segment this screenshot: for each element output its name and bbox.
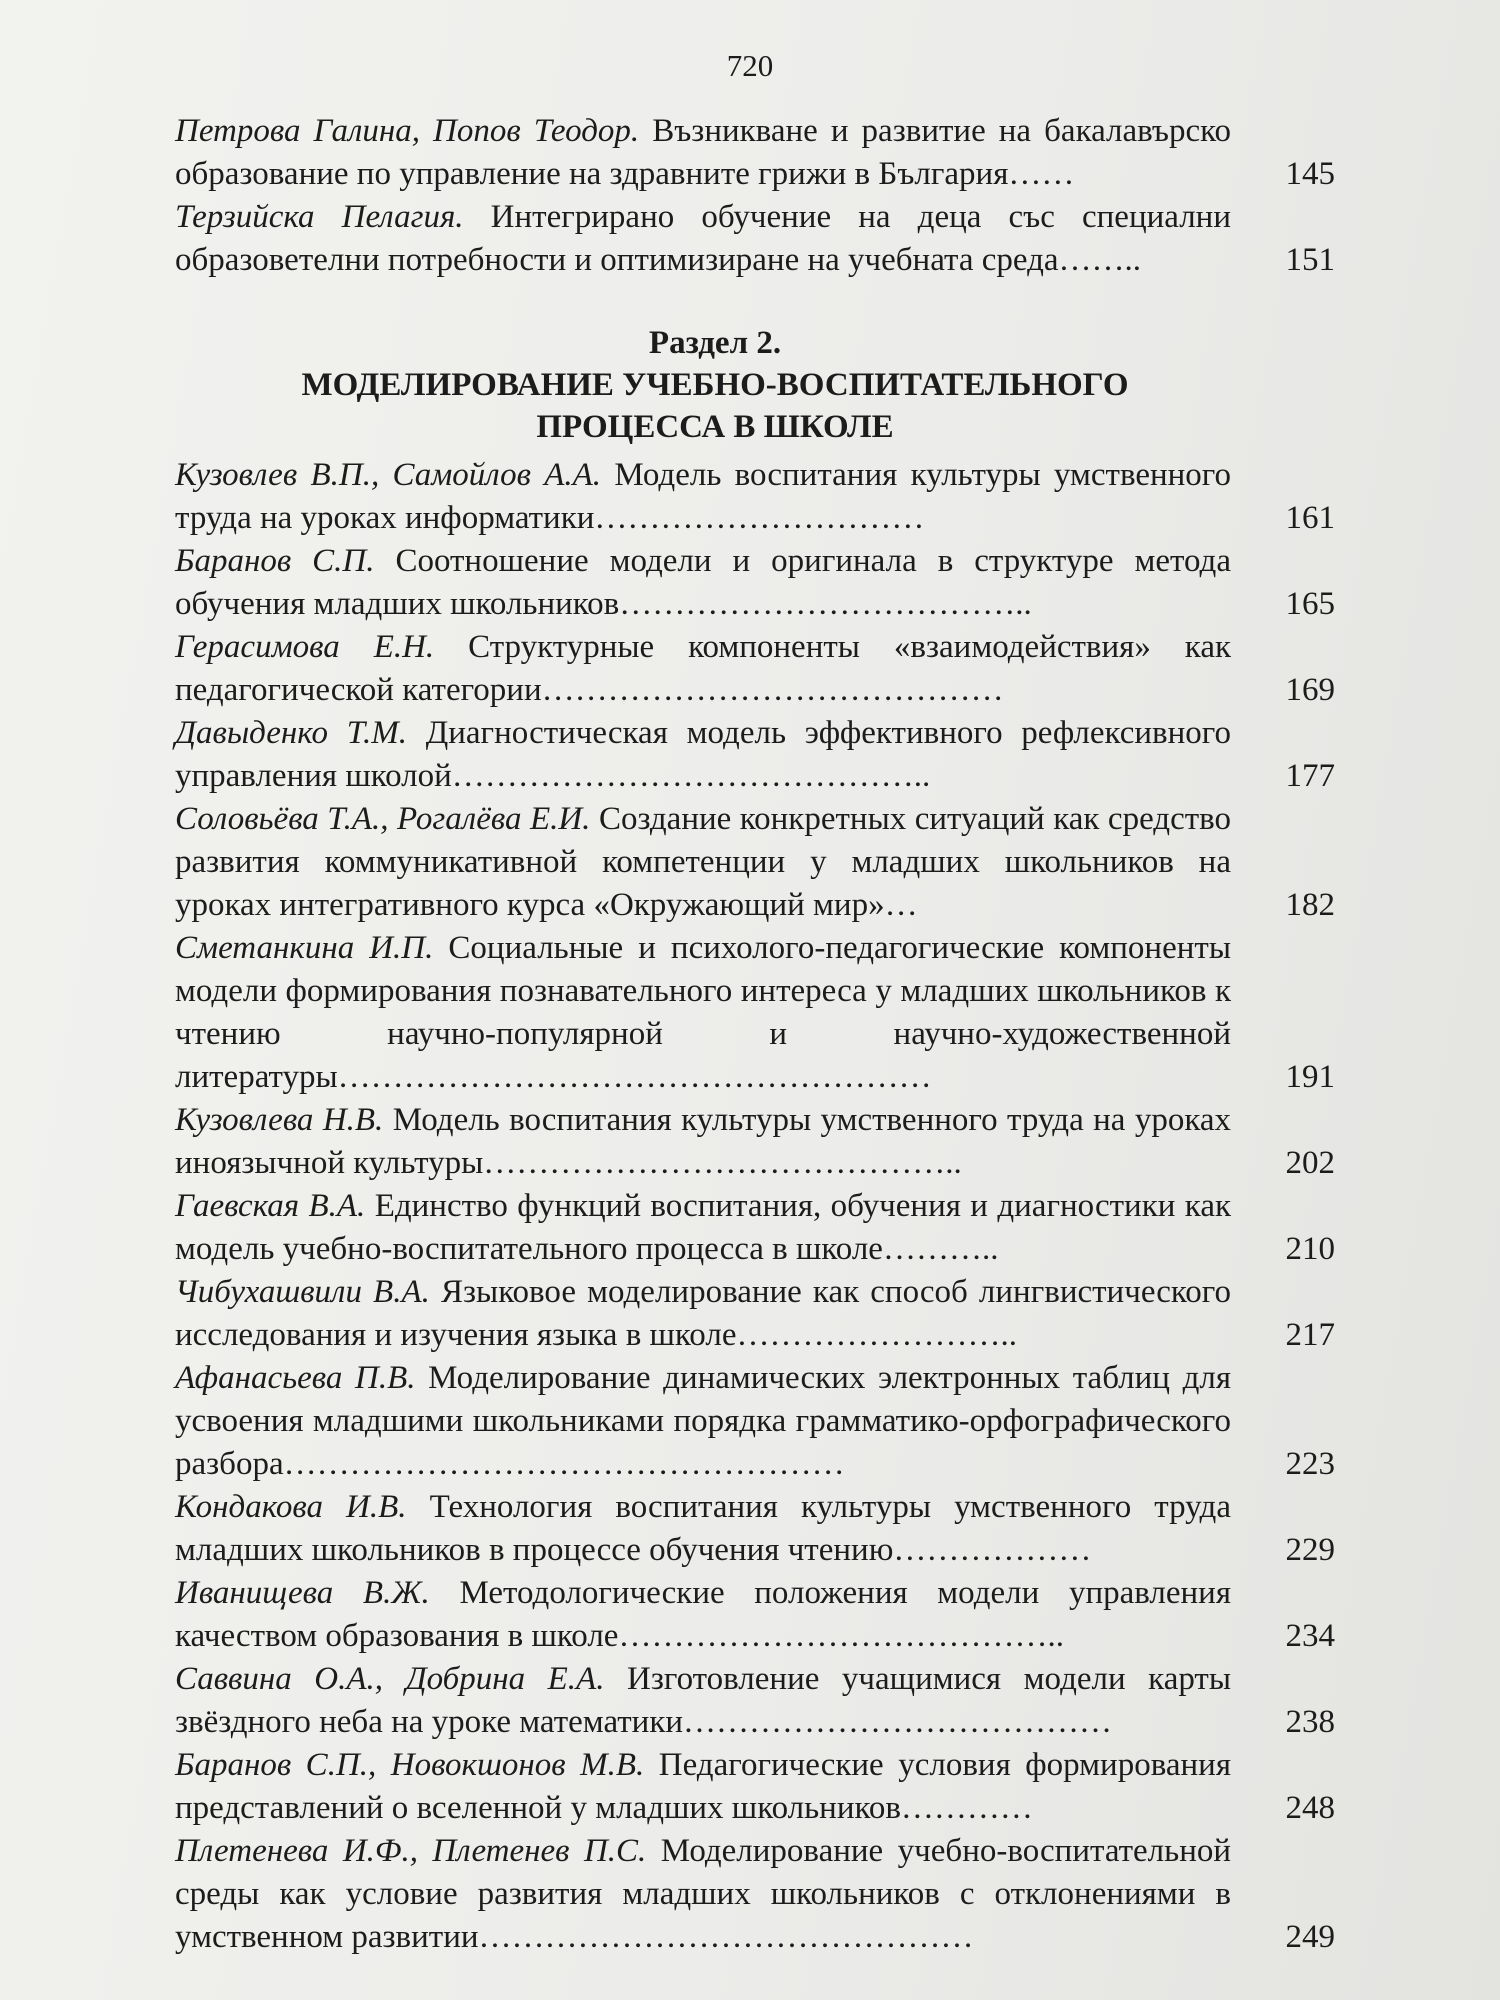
entry-title: Интегрирано обучение на деца със специални образоветелни потребности и оптимизиране на учебната среда…….. xyxy=(175,199,1232,278)
entry-author: Сметанкина И.П. xyxy=(175,930,434,966)
entry-page: 217 xyxy=(1285,1317,1335,1353)
entry-title: Соотношение модели и оригинала в структуре метода обучения младших школьников……………………………….. xyxy=(175,543,1231,622)
entry-text xyxy=(175,927,1231,1099)
entry-author: Плетенева И.Ф., Плетенев П.С. xyxy=(175,1833,647,1869)
entry-title: Создание конкретных ситуаций как средство развития коммуникативной компетенции у младших школьников на уроках интегративного курса «Окружающий мир»… xyxy=(175,801,1231,923)
section-title-line1: МОДЕЛИРОВАНИЕ УЧЕБНО-ВОСПИТАТЕЛЬНОГО xyxy=(301,367,1129,403)
entry-author: Кузовлева Н.В. xyxy=(175,1102,384,1138)
toc-entry xyxy=(175,1271,1335,1357)
entry-author: Давыденко Т.М. xyxy=(175,715,407,751)
toc-entry xyxy=(175,1486,1335,1572)
entry-title: Технология воспитания культуры умственного труда младших школьников в процессе обучения чтению……………… xyxy=(175,1489,1231,1568)
entry-title: Моделирование динамических электронных таблиц для усвоения младшими школьниками порядка грамматико-орфографического разбора…………………………………………… xyxy=(175,1360,1232,1482)
entry-page: 169 xyxy=(1285,672,1335,708)
entry-text xyxy=(175,110,1231,196)
section-label: Раздел 2. xyxy=(648,325,782,361)
entry-author: Кузовлев В.П., Самойлов А.А. xyxy=(175,457,602,493)
entry-title: Методологические положения модели управления качеством образования в школе………………………………….. xyxy=(175,1575,1232,1654)
entry-title: Социальные и психолого-педагогические компоненты модели формирования познавательного интереса у младших школьников к чтению научно-популярной и научно-художественной литературы……………………………………………… xyxy=(175,930,1231,1095)
entry-author: Саввина О.А., Добрина Е.А. xyxy=(175,1661,605,1697)
entry-title: Педагогические условия формирования представлений о вселенной у младших школьников………… xyxy=(175,1747,1232,1826)
toc-entry xyxy=(175,196,1335,282)
entry-author: Кондакова И.В. xyxy=(175,1489,407,1525)
toc-entry xyxy=(175,540,1335,626)
entry-text xyxy=(175,1185,1231,1271)
toc-entry xyxy=(175,798,1335,927)
entry-text xyxy=(175,1744,1231,1830)
entry-author: Терзийска Пелагия. xyxy=(175,199,464,235)
entry-page: 223 xyxy=(1285,1446,1335,1482)
entry-text xyxy=(175,626,1231,712)
entry-page: 182 xyxy=(1285,887,1335,923)
entry-author: Соловьёва Т.А., Рогалёва Е.И. xyxy=(175,801,591,837)
entry-author: Афанасьева П.В. xyxy=(175,1360,416,1396)
entry-page: 202 xyxy=(1285,1145,1335,1181)
entry-text xyxy=(175,1658,1231,1744)
entry-title: Структурные компоненты «взаимодействия» как педагогической категории…………………………………… xyxy=(175,629,1232,708)
entry-text xyxy=(175,454,1231,540)
entry-author: Герасимова Е.Н. xyxy=(175,629,435,665)
toc-entry xyxy=(175,110,1335,196)
entry-author: Петрова Галина, Попов Теодор. xyxy=(175,113,640,149)
entry-text xyxy=(175,540,1231,626)
toc-entry xyxy=(175,454,1335,540)
entry-text xyxy=(175,1271,1231,1357)
entry-text xyxy=(175,712,1231,798)
entry-page: 248 xyxy=(1285,1790,1335,1826)
entry-author: Баранов С.П. xyxy=(175,543,375,579)
toc-entry xyxy=(175,626,1335,712)
entry-title: Моделирование учебно-воспитательной среды как условие развития младших школьников с отклонениями в умственном развитии……………………………………… xyxy=(175,1833,1232,1955)
entry-page: 238 xyxy=(1285,1704,1335,1740)
page-number: 720 xyxy=(726,48,774,83)
entry-text xyxy=(175,1486,1231,1572)
toc-entry xyxy=(175,1185,1335,1271)
entry-page: 191 xyxy=(1285,1059,1335,1095)
entry-title: Единство функций воспитания, обучения и диагностики как модель учебно-воспитательного процесса в школе……….. xyxy=(175,1188,1231,1267)
entry-page: 165 xyxy=(1285,586,1335,622)
entry-text xyxy=(175,1099,1231,1185)
section-heading xyxy=(175,322,1335,448)
entry-text xyxy=(175,798,1231,927)
section-title-line2: ПРОЦЕССА В ШКОЛЕ xyxy=(536,409,894,445)
entry-text xyxy=(175,1572,1231,1658)
entry-page: 145 xyxy=(1285,156,1335,192)
entry-page: 229 xyxy=(1285,1532,1335,1568)
entry-page: 151 xyxy=(1285,242,1335,278)
entry-page: 234 xyxy=(1285,1618,1335,1654)
entry-page: 177 xyxy=(1285,758,1335,794)
toc-entry xyxy=(175,1830,1335,1959)
toc-entry xyxy=(175,1744,1335,1830)
toc-entry xyxy=(175,712,1335,798)
entry-title: Диагностическая модель эффективного рефлексивного управления школой…………………………………….. xyxy=(175,715,1232,794)
entry-text xyxy=(175,1357,1231,1486)
toc-entry xyxy=(175,1572,1335,1658)
entry-author: Чибухашвили В.А. xyxy=(175,1274,430,1310)
entry-page: 161 xyxy=(1285,500,1335,536)
entry-page: 210 xyxy=(1285,1231,1335,1267)
toc-entry xyxy=(175,1658,1335,1744)
entry-title: Модель воспитания культуры умственного труда на уроках иноязычной культуры…………………………………….. xyxy=(175,1102,1232,1181)
entry-author: Гаевская В.А. xyxy=(175,1188,366,1224)
entry-title: Изготовление учащимися модели карты звёздного неба на уроке математики………………………………… xyxy=(175,1661,1232,1740)
entry-text xyxy=(175,196,1231,282)
toc-entry xyxy=(175,1357,1335,1486)
entry-title: Възникване и развитие на бакалавърско образование по управление на здравните грижи в България…… xyxy=(175,113,1231,192)
entry-author: Иванищева В.Ж. xyxy=(175,1575,430,1611)
table-of-contents xyxy=(175,110,1335,1959)
entry-text xyxy=(175,1830,1231,1959)
entry-title: Языковое моделирование как способ лингвистического исследования и изучения языка в школе…………………….. xyxy=(175,1274,1232,1353)
toc-entry xyxy=(175,1099,1335,1185)
entry-title: Модель воспитания культуры умственного труда на уроках информатики………………………… xyxy=(175,457,1232,536)
entry-page: 249 xyxy=(1285,1919,1335,1955)
entry-author: Баранов С.П., Новокшонов М.В. xyxy=(175,1747,645,1783)
toc-entry xyxy=(175,927,1335,1099)
